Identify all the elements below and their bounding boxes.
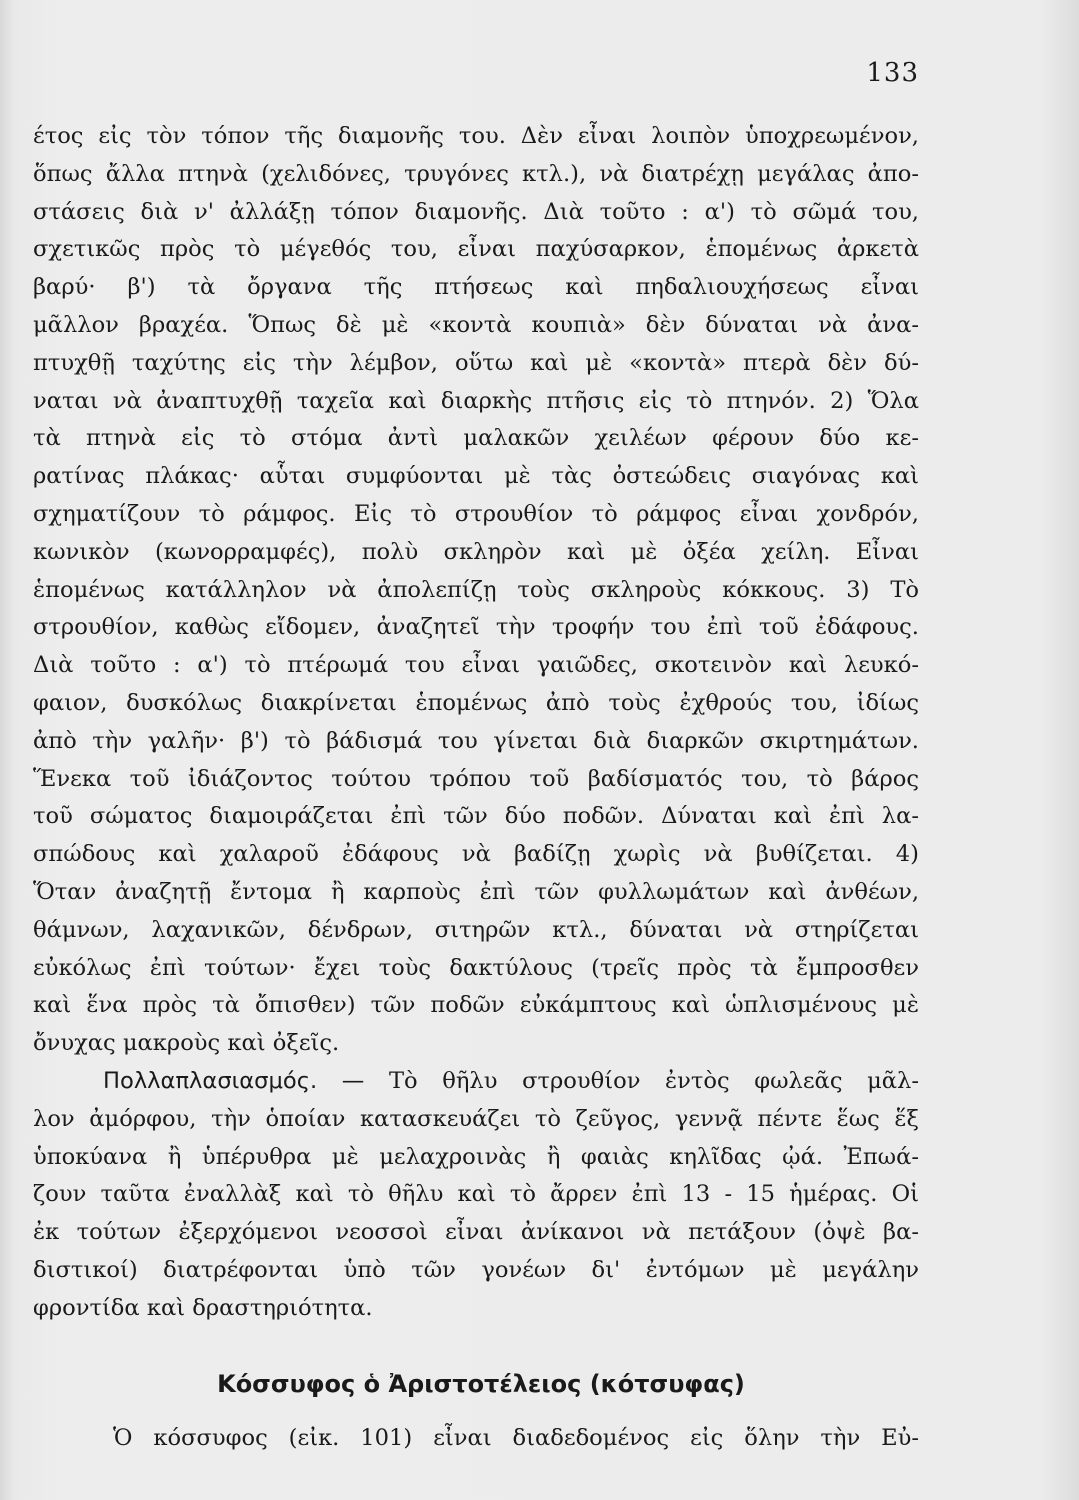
text-line: θάμνων, λαχανικῶν, δένδρων, σιτηρῶν κτλ., δύναται νὰ στηρίζεται: [33, 916, 919, 943]
text-line: Ὅταν ἀναζητῇ ἔντομα ἢ καρποὺς ἐπὶ τῶν φυλλωμάτων καὶ ἀνθέων,: [33, 878, 919, 905]
page-number: 133: [866, 58, 919, 88]
text-line: στρουθίον, καθὼς εἴδομεν, ἀναζητεῖ τὴν τροφήν του ἐπὶ τοῦ ἐδάφους.: [33, 614, 919, 641]
text-line: Ἕνεκα τοῦ ἰδιάζοντος τούτου τρόπου τοῦ βαδίσματός του, τὸ βάρος: [33, 765, 919, 792]
text-line: φαιον, δυσκόλως διακρίνεται ἑπομένως ἀπὸ τοὺς ἐχθρούς του, ἰδίως: [33, 689, 919, 716]
text-line: εὐκόλως ἐπὶ τούτων· ἔχει τοὺς δακτύλους (τρεῖς πρὸς τὰ ἔμπροσθεν: [33, 954, 919, 981]
spacer: [33, 1328, 919, 1362]
text-line: έτος εἰς τὸν τόπον τῆς διαμονῆς του. Δὲν εἶναι λοιπὸν ὑποχρεωμένον,: [33, 123, 919, 149]
text-line: ἑπομένως κατάλληλον νὰ ἀπολεπίζῃ τοὺς σκληροὺς κόκκους. 3) Τὸ: [33, 576, 919, 603]
text-line: σπώδους καὶ χαλαροῦ ἐδάφους νὰ βαδίζῃ χωρὶς νὰ βυθίζεται. 4): [33, 841, 919, 868]
reproduction-text: Τὸ θῆλυ στρουθίον ἐντὸς φωλεᾶς μᾶλ-: [388, 1067, 919, 1094]
text-line: σχετικῶς πρὸς τὸ μέγεθός του, εἶναι παχύσαρκον, ἑπομένως ἀρκετὰ: [33, 236, 919, 263]
text-line: κωνικὸν (κωνορραμφές), πολὺ σκληρὸν καὶ μὲ ὀξέα χείλη. Εἶναι: [33, 538, 919, 565]
text-line: ναται νὰ ἀναπτυχθῇ ταχεῖα καὶ διαρκὴς πτῆσις εἰς τὸ πτηνόν. 2) Ὅλα: [33, 387, 919, 414]
text-line: ρατίνας πλάκας· αὗται συμφύονται μὲ τὰς ὀστεώδεις σιαγόνας καὶ: [33, 463, 919, 490]
reproduction-title: Πολλαπλασιασμός. —: [103, 1067, 365, 1094]
section-heading: Κόσσυφος ὁ Ἀριστοτέλειος (κότσυφας): [217, 1369, 745, 1398]
text-line: τοῦ σώματος διαμοιράζεται ἐπὶ τῶν δύο ποδῶν. Δύναται καὶ ἐπὶ λα-: [33, 803, 919, 830]
text-line: σχηματίζουν τὸ ράμφος. Εἰς τὸ στρουθίον τὸ ράμφος εἶναι χονδρόν,: [33, 500, 919, 527]
section-first-line: Ὁ κόσσυφος (εἰκ. 101) εἶναι διαδεδομένος εἰς ὅλην τὴν Εὐ-: [113, 1424, 919, 1451]
main-text: [33, 118, 919, 1457]
text-line: διστικοί) διατρέφονται ὑπὸ τῶν γονέων δι' ἐντόμων μὲ μεγάλην: [33, 1256, 919, 1283]
text-line: λον ἀμόρφου, τὴν ὁποίαν κατασκευάζει τὸ ζεῦγος, γεννᾷ πέντε ἕως ἕξ: [33, 1105, 919, 1132]
text-line: βαρύ· β') τὰ ὄργανα τῆς πτήσεως καὶ πηδαλιουχήσεως εἶναι: [33, 274, 919, 301]
text-line: πτυχθῇ ταχύτης εἰς τὴν λέμβον, οὕτω καὶ μὲ «κοντὰ» πτερὰ δὲν δύ-: [33, 349, 919, 376]
text-line: ὑποκύανα ἢ ὑπέρυθρα μὲ μελαχροινὰς ἢ φαιὰς κηλῖδας ᾠά. Ἐπωά-: [33, 1143, 919, 1170]
text-line: ζουν ταῦτα ἐναλλὰξ καὶ τὸ θῆλυ καὶ τὸ ἄρρεν ἐπὶ 13 - 15 ἡμέρας. Οἱ: [33, 1181, 919, 1208]
text-line: τὰ πτηνὰ εἰς τὸ στόμα ἀντὶ μαλακῶν χειλέων φέρουν δύο κε-: [33, 425, 919, 452]
text-line: στάσεις διὰ ν' ἀλλάξῃ τόπον διαμονῆς. Διὰ τοῦτο : α') τὸ σῶμά του,: [33, 198, 919, 225]
text-line: ἐκ τούτων ἐξερχόμενοι νεοσσοὶ εἶναι ἀνίκανοι νὰ πετάξουν (ὀψὲ βα-: [33, 1219, 919, 1246]
text-line: ὄνυχας μακροὺς καὶ ὀξεῖς.: [33, 1030, 340, 1057]
text-line: ἀπὸ τὴν γαλῆν· β') τὸ βάδισμά του γίνεται διὰ διαρκῶν σκιρτημάτων.: [33, 727, 919, 754]
spacer: [33, 1406, 919, 1420]
text-line: μᾶλλον βραχέα. Ὅπως δὲ μὲ «κοντὰ κουπιὰ» δὲν δύναται νὰ ἀνα-: [33, 311, 919, 338]
text-line: ὅπως ἄλλα πτηνὰ (χελιδόνες, τρυγόνες κτλ.), νὰ διατρέχῃ μεγάλας ἀπο-: [33, 160, 919, 187]
text-line: καὶ ἕνα πρὸς τὰ ὄπισθεν) τῶν ποδῶν εὐκάμπτους καὶ ὡπλισμένους μὲ: [33, 992, 919, 1019]
reproduction-first-line: [33, 1063, 919, 1101]
text-line: φροντίδα καὶ δραστηριότητα.: [33, 1294, 373, 1321]
text-line: Διὰ τοῦτο : α') τὸ πτέρωμά του εἶναι γαιῶδες, σκοτεινὸν καὶ λευκό-: [33, 652, 919, 679]
